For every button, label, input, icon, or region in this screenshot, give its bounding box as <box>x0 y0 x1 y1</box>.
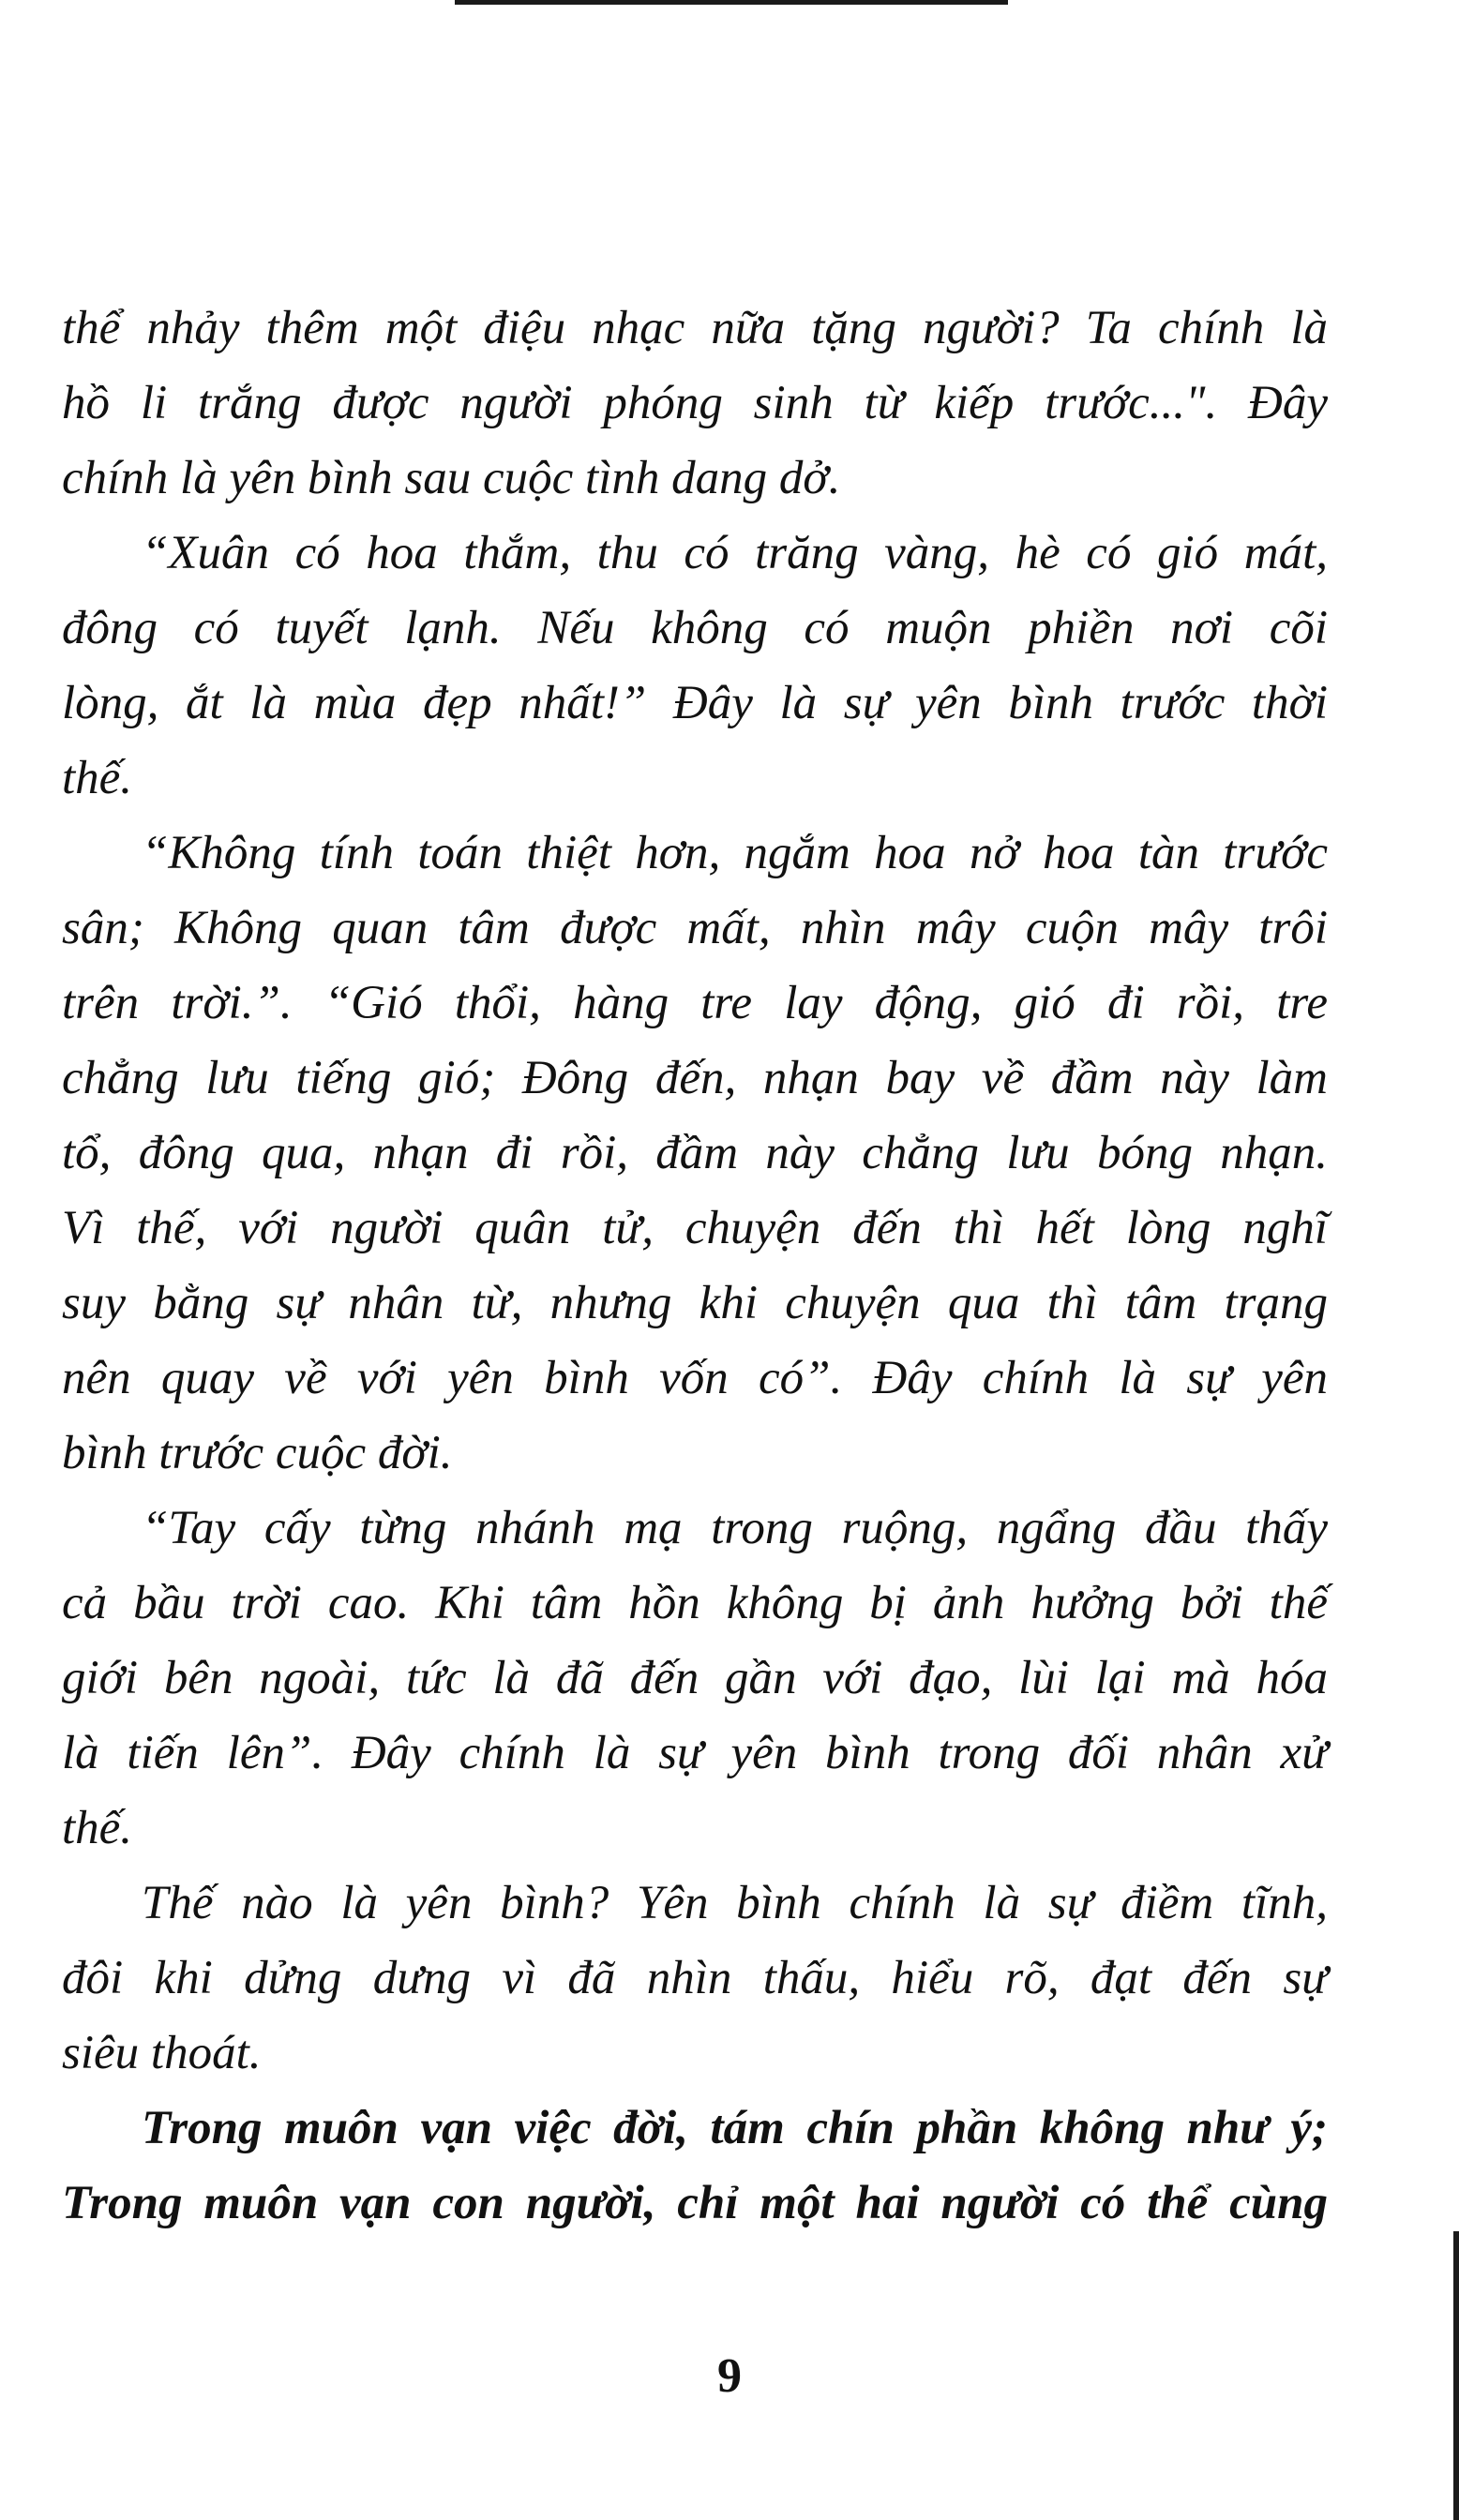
text-line: “Xuân có hoa thắm, thu có trăng vàng, hè có gió mát, <box>142 527 1328 579</box>
text-line: nên quay về với yên bình vốn có”. Đây chính là sự yên <box>62 1352 1328 1404</box>
text-line: chính là yên bình sau cuộc tình dang dở. <box>62 452 841 504</box>
text-line: thế. <box>62 752 133 804</box>
text-line: suy bằng sự nhân từ, nhưng khi chuyện qua thì tâm trạng <box>62 1277 1328 1329</box>
text-line: chẳng lưu tiếng gió; Đông đến, nhạn bay về đầm này làm <box>62 1052 1328 1104</box>
text-line: Trong muôn vạn việc đời, tám chín phần không như ý; <box>142 2102 1328 2154</box>
text-line: siêu thoát. <box>62 2027 262 2079</box>
text-line: “Không tính toán thiệt hơn, ngắm hoa nở hoa tàn trước <box>142 827 1328 879</box>
text-line: hồ li trắng được người phóng sinh từ kiếp trước...". Đây <box>62 377 1328 429</box>
text-line: đôi khi dửng dưng vì đã nhìn thấu, hiểu rõ, đạt đến sự <box>62 1952 1328 2004</box>
text-line: Vì thế, với người quân tử, chuyện đến thì hết lòng nghĩ <box>62 1202 1328 1254</box>
text-line: là tiến lên”. Đây chính là sự yên bình trong đối nhân xử <box>62 1727 1328 1779</box>
top-border-rule <box>455 0 1008 5</box>
text-line: Trong muôn vạn con người, chỉ một hai người có thể cùng <box>62 2177 1328 2229</box>
text-line: tổ, đông qua, nhạn đi rồi, đầm này chẳng lưu bóng nhạn. <box>62 1127 1328 1179</box>
text-line: “Tay cấy từng nhánh mạ trong ruộng, ngẩng đầu thấy <box>142 1502 1328 1554</box>
text-line: cả bầu trời cao. Khi tâm hồn không bị ảnh hưởng bởi thế <box>62 1577 1328 1629</box>
text-line: trên trời.”. “Gió thổi, hàng tre lay động, gió đi rồi, tre <box>62 977 1328 1029</box>
text-line: giới bên ngoài, tức là đã đến gần với đạo, lùi lại mà hóa <box>62 1652 1328 1704</box>
body-text <box>62 291 1328 2241</box>
text-line: bình trước cuộc đời. <box>62 1427 453 1479</box>
text-line: đông có tuyết lạnh. Nếu không có muộn phiền nơi cõi <box>62 602 1328 654</box>
text-line: lòng, ắt là mùa đẹp nhất!” Đây là sự yên bình trước thời <box>62 677 1328 729</box>
page-number: 9 <box>717 2349 742 2403</box>
text-line: Thế nào là yên bình? Yên bình chính là sự điềm tĩnh, <box>142 1877 1328 1929</box>
text-line: sân; Không quan tâm được mất, nhìn mây cuộn mây trôi <box>62 902 1328 954</box>
text-line: thế. <box>62 1802 133 1854</box>
text-line: thể nhảy thêm một điệu nhạc nữa tặng người? Ta chính là <box>62 302 1328 354</box>
